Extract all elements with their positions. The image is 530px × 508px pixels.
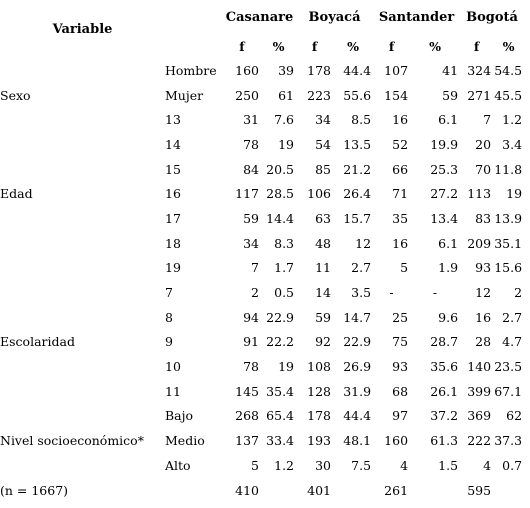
cell-frequency: 193	[307, 433, 332, 449]
cell-frequency: 7	[483, 112, 492, 128]
row-variable-label	[0, 256, 165, 281]
cell-percent: 41	[442, 62, 459, 78]
cell-percent: 14.7	[343, 309, 372, 325]
header-group-boyaca: Boyacá	[308, 9, 361, 25]
row-variable-label	[0, 58, 165, 83]
header-sub-f: f	[388, 38, 395, 54]
header-sub-f: f	[473, 38, 480, 54]
cell-percent: 26.4	[343, 186, 372, 202]
header-group-bogota: Bogotá	[466, 9, 518, 25]
table-row	[0, 256, 524, 281]
cell-percent: 48.1	[343, 433, 372, 449]
cell-percent: 26.1	[430, 383, 459, 399]
cell-frequency: 160	[384, 433, 409, 449]
cell-percent: 14.4	[266, 210, 295, 226]
cell-frequency: 250	[235, 87, 259, 103]
cell-frequency: 84	[243, 161, 259, 177]
cell-frequency: 4	[400, 457, 409, 473]
row-variable-label	[0, 404, 165, 429]
cell-percent: 13.5	[343, 136, 372, 152]
cell-frequency: 54	[315, 136, 332, 152]
cell-frequency: 106	[307, 186, 332, 202]
cell-frequency: 85	[315, 161, 332, 177]
cell-percent: 21.2	[343, 161, 372, 177]
row-category: Medio	[165, 433, 205, 449]
cell-frequency: 399	[467, 383, 492, 399]
cell-frequency: 2	[251, 285, 259, 301]
cell-percent: 35.1	[494, 235, 523, 251]
header-group-santander: Santander	[378, 9, 455, 25]
row-variable-label	[0, 206, 165, 231]
table-row	[0, 206, 524, 231]
table-row	[0, 428, 524, 453]
cell-frequency: 271	[467, 87, 492, 103]
cell-frequency: 324	[467, 62, 492, 78]
cell-percent: 0.7	[502, 457, 523, 473]
cell-frequency: 223	[307, 87, 332, 103]
cell-percent: 45.5	[494, 87, 523, 103]
table-row-total	[0, 478, 524, 503]
cell-frequency: 16	[475, 309, 492, 325]
cell-percent: 4.7	[502, 334, 523, 350]
cell-frequency: 128	[307, 383, 332, 399]
cell-percent: 7.6	[274, 112, 295, 128]
cell-percent: 9.6	[438, 309, 459, 325]
row-category: 9	[165, 334, 173, 350]
table-row	[0, 107, 524, 132]
cell-frequency: 83	[475, 210, 492, 226]
cell-percent: 26.9	[343, 359, 372, 375]
cell-percent: 37.2	[430, 408, 459, 424]
cell-frequency: 34	[243, 235, 259, 251]
row-variable-label	[0, 107, 165, 132]
cell-frequency: 5	[251, 457, 259, 473]
cell-percent: 8.5	[351, 112, 372, 128]
cell-frequency: 78	[243, 136, 259, 152]
cell-frequency: 14	[315, 285, 332, 301]
cell-percent: 8.3	[274, 235, 295, 251]
row-category: 11	[165, 383, 181, 399]
cell-percent: 27.2	[430, 186, 459, 202]
cell-frequency: 30	[315, 457, 332, 473]
cell-frequency: 78	[243, 359, 259, 375]
table-row	[0, 132, 524, 157]
cell-frequency: 20	[475, 136, 492, 152]
cell-percent: 22.2	[266, 334, 295, 350]
header-variable: Variable	[52, 21, 113, 37]
table-body	[0, 58, 524, 502]
cell-frequency: 117	[235, 186, 259, 202]
cell-percent: 22.9	[266, 309, 295, 325]
row-category: 16	[165, 186, 181, 202]
header-sub-pct: %	[429, 38, 441, 54]
cell-percent: 62	[506, 408, 523, 424]
cell-percent: 28.5	[266, 186, 295, 202]
total-frequency: 261	[384, 482, 409, 498]
cell-percent: 15.7	[343, 210, 372, 226]
cell-frequency: 52	[392, 136, 409, 152]
row-variable-label	[0, 231, 165, 256]
cell-percent: 7.5	[351, 457, 372, 473]
table-row	[0, 330, 524, 355]
table-row	[0, 157, 524, 182]
table-row	[0, 404, 524, 429]
cell-frequency: 108	[307, 359, 332, 375]
cell-percent: 23.5	[494, 359, 523, 375]
cell-frequency: 16	[392, 235, 409, 251]
cell-frequency: 68	[392, 383, 409, 399]
cell-percent: 35.6	[430, 359, 459, 375]
cell-percent: 12	[355, 235, 372, 251]
cell-frequency: 70	[475, 161, 492, 177]
cell-percent: 61.3	[430, 433, 459, 449]
row-category: 17	[165, 210, 181, 226]
cell-frequency: 92	[315, 334, 332, 350]
cell-frequency: 71	[392, 186, 409, 202]
header-group-casanare: Casanare	[225, 9, 294, 25]
header-category-blank	[165, 0, 223, 58]
table-row	[0, 181, 524, 206]
cell-frequency: 59	[243, 210, 259, 226]
cell-frequency: 31	[243, 112, 259, 128]
cell-percent: 37.3	[494, 433, 523, 449]
cell-percent: 15.6	[494, 260, 523, 276]
cell-frequency: 28	[475, 334, 492, 350]
cell-percent: 55.6	[343, 87, 372, 103]
cell-frequency: 66	[392, 161, 409, 177]
cell-percent: 31.9	[343, 383, 372, 399]
cell-percent: 44.4	[343, 408, 372, 424]
cell-percent: 19	[278, 359, 295, 375]
cell-percent: 6.1	[438, 112, 459, 128]
row-category: 7	[165, 285, 173, 301]
row-variable-label	[0, 280, 165, 305]
cell-frequency: 63	[315, 210, 332, 226]
row-variable-label	[0, 453, 165, 478]
row-variable-label: Sexo	[0, 87, 31, 103]
cell-percent: -	[432, 285, 438, 301]
row-category: 13	[165, 112, 181, 128]
header-sub-f: f	[311, 38, 318, 54]
cell-percent: 0.5	[274, 285, 295, 301]
total-frequency: 410	[235, 482, 259, 498]
total-category-blank	[165, 478, 223, 503]
cell-percent: 39	[278, 62, 295, 78]
cell-percent: 2.7	[351, 260, 372, 276]
row-category: 10	[165, 359, 181, 375]
cell-frequency: 94	[243, 309, 259, 325]
cell-percent: 28.7	[430, 334, 459, 350]
cell-percent: 54.5	[494, 62, 523, 78]
table-row	[0, 231, 524, 256]
cell-percent: 1.5	[438, 457, 459, 473]
row-variable-label: Escolaridad	[0, 334, 75, 350]
cell-percent: 1.2	[274, 457, 295, 473]
total-frequency: 595	[467, 482, 492, 498]
cell-frequency: 369	[467, 408, 492, 424]
cell-frequency: 137	[235, 433, 259, 449]
row-variable-label	[0, 305, 165, 330]
total-percent-blank	[333, 478, 373, 503]
total-percent-blank	[493, 478, 524, 503]
cell-frequency: 107	[384, 62, 409, 78]
cell-percent: 2	[514, 285, 523, 301]
cell-percent: 20.5	[266, 161, 295, 177]
cell-percent: 3.4	[502, 136, 523, 152]
row-category: 14	[165, 136, 181, 152]
table-row	[0, 280, 524, 305]
row-variable-label	[0, 157, 165, 182]
cell-percent: 65.4	[266, 408, 295, 424]
header-sub-pct: %	[347, 38, 359, 54]
header-sub-pct: %	[272, 38, 285, 54]
cell-percent: 3.5	[351, 285, 372, 301]
cell-frequency: -	[389, 285, 394, 301]
cell-frequency: 7	[251, 260, 259, 276]
cell-frequency: 34	[315, 112, 332, 128]
cell-percent: 1.9	[438, 260, 459, 276]
table-row	[0, 379, 524, 404]
table-row	[0, 354, 524, 379]
row-category: 18	[165, 235, 181, 251]
cell-percent: 13.4	[430, 210, 459, 226]
cell-frequency: 160	[235, 62, 259, 78]
row-variable-label	[0, 132, 165, 157]
cell-percent: 19	[278, 136, 295, 152]
cell-frequency: 97	[392, 408, 409, 424]
cell-frequency: 91	[243, 334, 259, 350]
cell-percent: 44.4	[343, 62, 372, 78]
cell-percent: 35.4	[266, 383, 295, 399]
cell-percent: 6.1	[438, 235, 459, 251]
row-category: Alto	[165, 457, 191, 473]
cell-frequency: 25	[392, 309, 409, 325]
total-percent-blank	[410, 478, 460, 503]
cell-frequency: 12	[475, 285, 492, 301]
cell-frequency: 145	[235, 383, 259, 399]
cell-frequency: 16	[392, 112, 409, 128]
cell-percent: 11.8	[494, 161, 523, 177]
cell-frequency: 93	[392, 359, 409, 375]
cell-frequency: 268	[235, 408, 259, 424]
row-category: Mujer	[165, 87, 204, 103]
cell-percent: 33.4	[266, 433, 295, 449]
cell-frequency: 59	[315, 309, 332, 325]
row-category: 15	[165, 161, 181, 177]
cell-frequency: 4	[483, 457, 492, 473]
cell-percent: 2.7	[502, 309, 523, 325]
cell-percent: 61	[278, 87, 295, 103]
total-frequency: 401	[307, 482, 332, 498]
sample-size-label: (n = 1667)	[0, 482, 69, 498]
cell-frequency: 5	[400, 260, 409, 276]
cell-percent: 25.3	[430, 161, 459, 177]
cell-percent: 19	[506, 186, 523, 202]
row-variable-label: Nivel socioeconómico*	[0, 433, 144, 449]
cell-percent: 59	[442, 87, 459, 103]
cell-percent: 67.1	[494, 383, 523, 399]
table-row	[0, 453, 524, 478]
cell-frequency: 35	[392, 210, 409, 226]
row-category: 19	[165, 260, 181, 276]
row-variable-label: Edad	[0, 186, 33, 202]
cell-percent: 1.7	[274, 260, 295, 276]
cell-frequency: 140	[467, 359, 492, 375]
row-variable-label	[0, 379, 165, 404]
row-variable-label	[0, 354, 165, 379]
table-row	[0, 305, 524, 330]
cell-frequency: 178	[307, 62, 332, 78]
cell-frequency: 75	[392, 334, 409, 350]
cell-frequency: 113	[467, 186, 492, 202]
cell-percent: 19.9	[430, 136, 459, 152]
cell-frequency: 11	[315, 260, 332, 276]
table-row	[0, 58, 524, 83]
cell-percent: 22.9	[343, 334, 372, 350]
cell-percent: 1.2	[502, 112, 523, 128]
cell-frequency: 154	[384, 87, 409, 103]
row-category: Hombre	[165, 62, 217, 78]
row-category: Bajo	[165, 408, 194, 424]
cell-percent: 13.9	[494, 210, 523, 226]
cell-frequency: 48	[315, 235, 332, 251]
cell-frequency: 209	[467, 235, 492, 251]
cell-frequency: 222	[467, 433, 492, 449]
table-row	[0, 83, 524, 108]
row-category: 8	[165, 309, 173, 325]
header-sub-f: f	[239, 38, 245, 54]
cell-frequency: 93	[475, 260, 492, 276]
cell-frequency: 178	[307, 408, 332, 424]
header-sub-pct: %	[502, 38, 515, 54]
total-percent-blank	[261, 478, 296, 503]
